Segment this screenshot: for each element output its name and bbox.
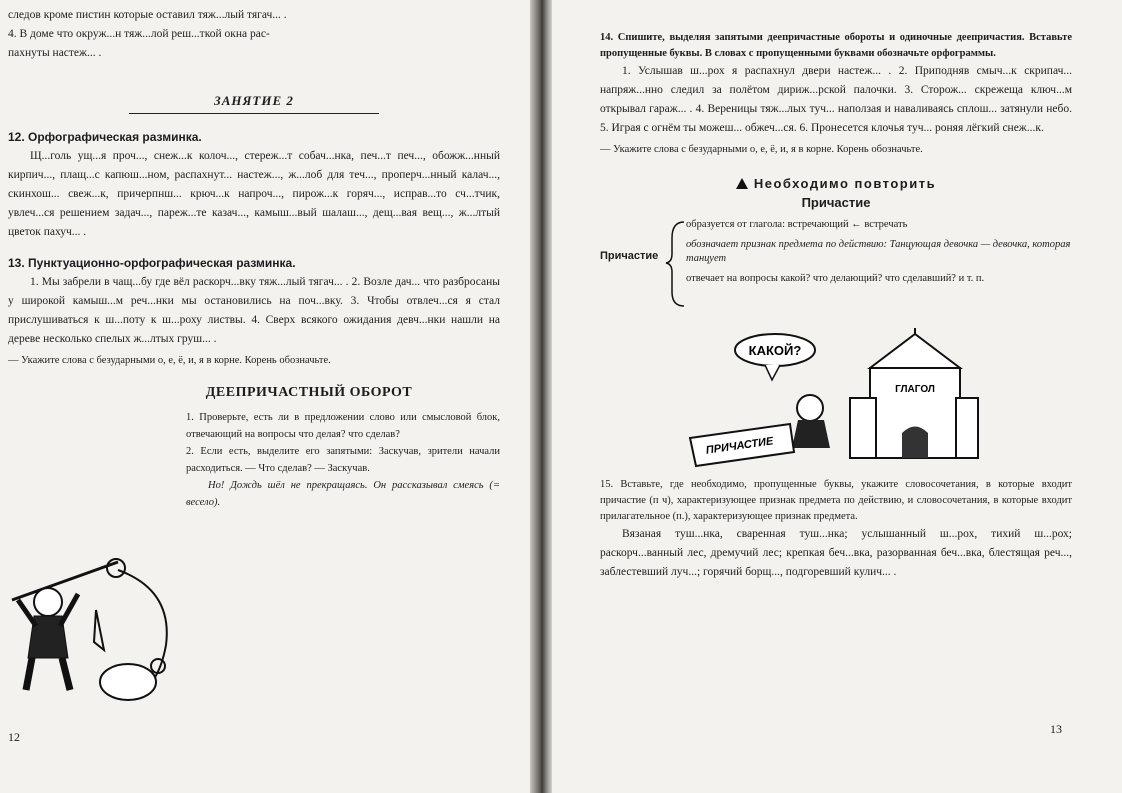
exercise-12-text: Щ...голь ущ...я проч..., снеж...к колоч..., стереж...т собач...нка, печ...т печ..., обожж...нный кирпич..., плащ...с капюш...ном, распахнут... настеж..., ж...лоб для теч..., проперч...нный калач..., скинхош... свеж...к, причерпнш... крюч...к напроч..., пирож...к горяч..., исправ...то сч...тчик, увлеч...ся решением задач..., пареж...те казач..., камыш...вый шалаш..., дещ...вая вещ..., ж...лтый цветок пахуч... . — [8, 150, 500, 238]
exercise-13-text: 1. Мы забрели в чащ...бу где вёл раскорч...вку тяж...лый тягач... . 2. Возле дач... что разбросаны у широкой камыш...м реч...нки мы остановились на поч...вку. 3. Чтобы отвлеч...ся я стал прислушиваться к ш...поту к ш...роху листвы. 4. Сверх всякого ожидания девч...нки нашли на дереве несколько спелых ж...лтых груш... . — [8, 276, 500, 345]
participle-scheme — [600, 218, 1072, 328]
exercise-14-text: 1. Услышав ш...рох я распахнул двери настеж... . 2. Приподняв смыч...к скрипач... напряж...нно следил за полётом дириж...рской палочки. 3. Сторож... скрежеща ключ...м открывал гараж... . 4. Вереницы тяж...лых туч... наползая и наваливаясь сплош... затянули небо. 5. Играя с огнём ты можеш... обжеч...ся. 6. Пронесется клочья туч... роняя лёгкий снеж...к. — [600, 65, 1072, 134]
left-top-line-3: пахнуты настеж... . — [8, 47, 102, 59]
exercise-13-note: — Укажите слова с безударными о, е, ё, и, я в корне. Корень обозначьте. — [8, 355, 331, 366]
scheme-label: Причастие — [600, 250, 659, 262]
rule-1: 1. Проверьте, есть ли в предложении слово или смысловой блок, отвечающий на вопросы что делая? что сделав? — [186, 412, 500, 440]
page-number-left: 12 — [8, 730, 20, 744]
exercise-14-title: 14. Спишите, выделяя запятыми деепричастные обороты и одиночные деепричастия. Вставьте пропущенные буквы. В словах с пропущенными буквами обозначьте орфограммы. — [600, 32, 1072, 59]
exercise-14-note: — Укажите слова с безударными о, е, ё, и, я в корне. Корень обозначьте. — [600, 144, 923, 155]
right-page — [552, 0, 1122, 793]
exercise-13-title: 13. Пунктуационно-орфографическая разминка. — [8, 256, 296, 270]
left-top-line-1: следов кроме пистин которые оставил тяж...лый тягач... . — [8, 9, 287, 21]
exercise-12-title: 12. Орфографическая разминка. — [8, 130, 202, 144]
left-top-line-2: 4. В доме что окруж...н тяж...лой реш...ткой окна рас- — [8, 28, 270, 40]
participle-subheading: Причастие — [801, 195, 871, 210]
repeat-title: Необходимо повторить — [753, 176, 937, 191]
boy-with-balloon-illustration — [8, 550, 180, 710]
lesson-title: ЗАНЯТИЕ 2 — [214, 93, 294, 108]
repeat-heading — [600, 176, 1072, 191]
exercise-15-title: 15. Вставьте, где необходимо, пропущенные буквы, укажите словосочетания, в которые входит причастие (п ч), характеризующее признак предмета по действию, и словосочетания, в которые входит прилагательное (п.), характеризующее признак предмета. — [600, 479, 1072, 522]
lesson-rule — [129, 113, 379, 114]
participle-phrase-rules — [186, 409, 500, 511]
scheme-items — [686, 218, 1072, 292]
exercise-15-text: Вязаная туш...нка, сваренная туш...нка; услышанный ш...рох, тихий ш...рох; раскорч...ванный лес, дремучий лес; крепкая беч...вка, разорванная беч...вка, блестящая реч..., заблестевший луч...; горячий борщ..., подгоревший кулич... . — [600, 528, 1072, 578]
page-number-right: 13 — [1050, 722, 1062, 736]
scheme-item-1: образуется от глагола: встречающий ← встречать — [686, 219, 908, 230]
castle-sign-text: ГЛАГОЛ — [895, 384, 935, 395]
section-title: ДЕЕПРИЧАСТНЫЙ ОБОРОТ — [205, 385, 413, 400]
scheme-item-3: отвечает на вопросы какой? что делающий? что сделавший? и т. п. — [686, 273, 985, 284]
scheme-item-2: обозначает признак предмета по действию: Танцующая девочка — девочка, которая танцует — [686, 239, 1071, 264]
book-gutter — [530, 0, 552, 793]
banner-text: ПРИЧАСТИЕ — [705, 435, 775, 457]
rule-exception: Но! Дождь шёл не прекращаясь. Он рассказывал смеясь (= весело). — [186, 480, 500, 508]
triangle-icon — [736, 178, 748, 189]
left-page — [0, 0, 530, 793]
brace-icon — [664, 218, 686, 308]
participle-castle-illustration — [680, 328, 980, 468]
speech-bubble-text: КАКОЙ? — [748, 343, 802, 358]
rule-2: 2. Если есть, выделите его запятыми: Заскучав, зрители начали расходиться. — Что сделав? — Заскучав. — [186, 446, 500, 474]
